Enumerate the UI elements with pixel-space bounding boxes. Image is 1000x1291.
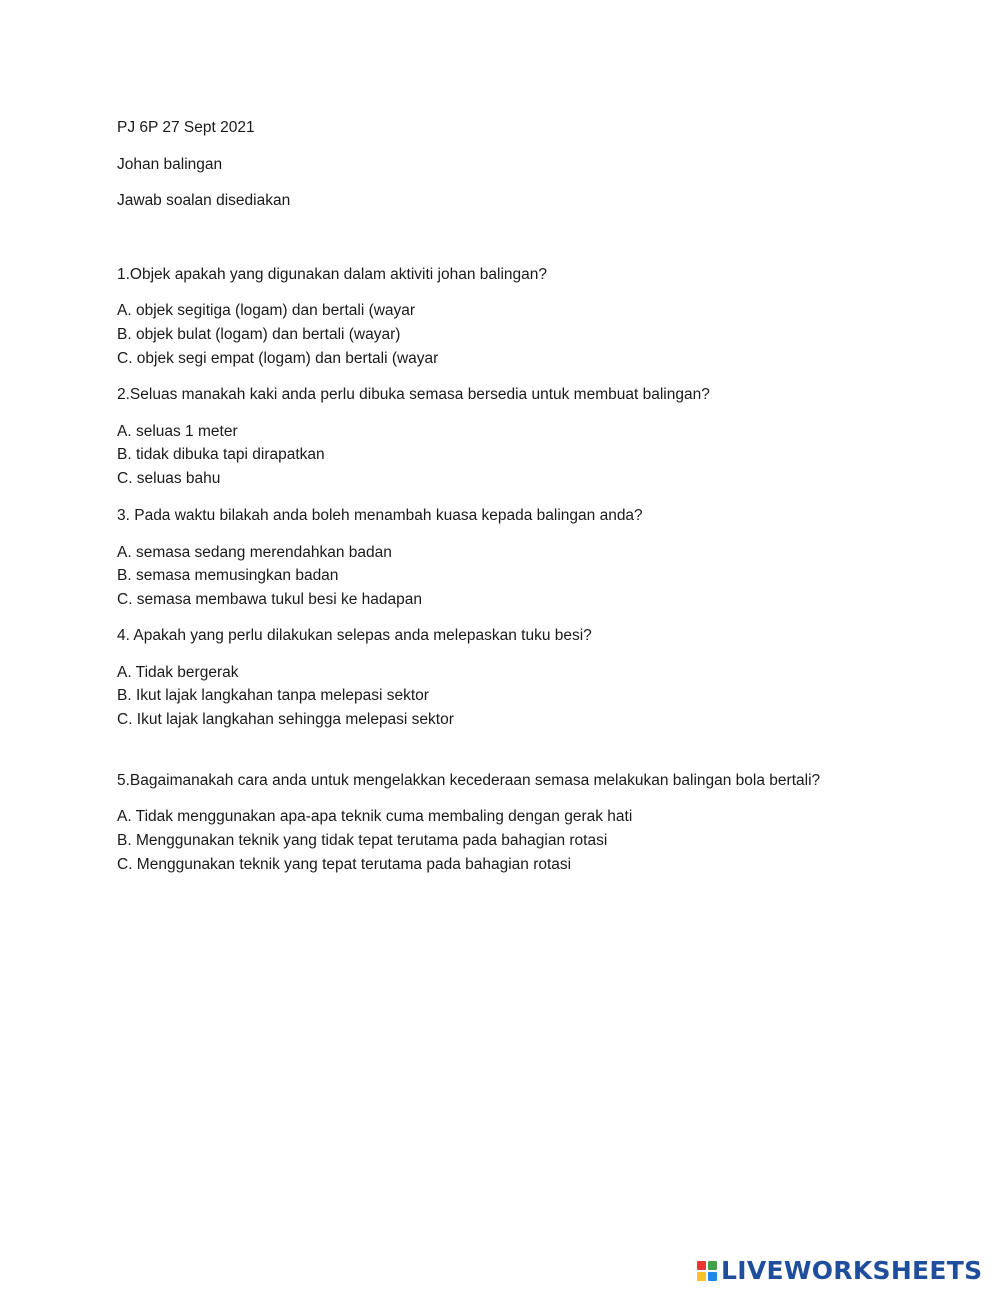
question-3-text: 3. Pada waktu bilakah anda boleh menambah kuasa kepada balingan anda?: [117, 507, 643, 524]
question-2-option-a[interactable]: A. seluas 1 meter: [117, 423, 238, 440]
question-2-option-b[interactable]: B. tidak dibuka tapi dirapatkan: [117, 446, 325, 463]
question-4-text: 4. Apakah yang perlu dilakukan selepas anda melepaskan tuku besi?: [117, 627, 592, 644]
liveworksheets-logo-text: LIVEWORKSHEETS: [721, 1256, 983, 1285]
question-2-option-c[interactable]: C. seluas bahu: [117, 470, 221, 487]
question-3-option-b[interactable]: B. semasa memusingkan badan: [117, 567, 339, 584]
question-5-text: 5.Bagaimanakah cara anda untuk mengelakkan kecederaan semasa melakukan balingan bola bertali?: [117, 772, 821, 789]
logo-icon-square-blue: [708, 1272, 717, 1281]
question-2-text: 2.Seluas manakah kaki anda perlu dibuka semasa bersedia untuk membuat balingan?: [117, 386, 710, 403]
question-5-option-c[interactable]: C. Menggunakan teknik yang tepat terutama pada bahagian rotasi: [117, 856, 572, 873]
liveworksheets-logo: [697, 1256, 982, 1286]
question-1-option-c[interactable]: C. objek segi empat (logam) dan bertali (wayar: [117, 350, 439, 367]
logo-icon-square-yellow: [697, 1272, 706, 1281]
question-4-option-c[interactable]: C. Ikut lajak langkahan sehingga melepasi sektor: [117, 711, 454, 728]
question-5-option-b[interactable]: B. Menggunakan teknik yang tidak tepat terutama pada bahagian rotasi: [117, 832, 608, 849]
logo-icon-square-red: [697, 1261, 706, 1270]
question-3-option-a[interactable]: A. semasa sedang merendahkan badan: [117, 544, 392, 561]
question-1-option-b[interactable]: B. objek bulat (logam) dan bertali (wayar): [117, 326, 401, 343]
header-topic-line: Johan balingan: [117, 156, 223, 173]
liveworksheets-logo-icon: [697, 1261, 717, 1281]
header-instruction-line: Jawab soalan disediakan: [117, 192, 291, 209]
question-4-option-b[interactable]: B. Ikut lajak langkahan tanpa melepasi sektor: [117, 687, 429, 704]
logo-icon-square-green: [708, 1261, 717, 1270]
question-1-option-a[interactable]: A. objek segitiga (logam) dan bertali (wayar: [117, 302, 416, 319]
question-1-text: 1.Objek apakah yang digunakan dalam aktiviti johan balingan?: [117, 266, 547, 283]
question-5-option-a[interactable]: A. Tidak menggunakan apa-apa teknik cuma membaling dengan gerak hati: [117, 808, 633, 825]
question-4-option-a[interactable]: A. Tidak bergerak: [117, 664, 239, 681]
header-date-line: PJ 6P 27 Sept 2021: [117, 119, 255, 136]
question-3-option-c[interactable]: C. semasa membawa tukul besi ke hadapan: [117, 591, 422, 608]
